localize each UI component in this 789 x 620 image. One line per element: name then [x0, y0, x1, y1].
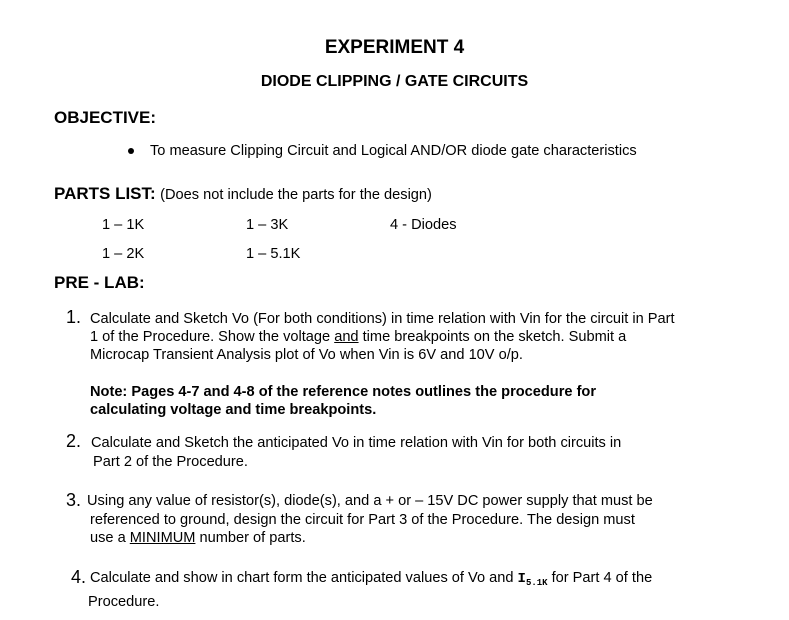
part-item: 1 – 2K: [102, 246, 145, 262]
item1-line: Microcap Transient Analysis plot of Vo when Vin is 6V and 10V o/p.: [90, 347, 523, 363]
item3-line: [90, 529, 306, 548]
item-number: 4.: [71, 567, 87, 587]
prelab-heading: PRE - LAB:: [54, 273, 145, 292]
text-run: time breakpoints on the sketch. Submit a: [358, 329, 627, 345]
item4-line: [90, 569, 652, 593]
text-run: for Part 4 of the: [547, 570, 653, 586]
underlined-text: and: [334, 329, 359, 345]
parts-list-note: (Does not include the parts for the design): [160, 187, 432, 203]
current-symbol: I: [517, 571, 526, 587]
text-run: Calculate and show in chart form the anticipated values of Vo and: [90, 570, 518, 586]
objective-bullet-text: To measure Clipping Circuit and Logical AND/OR diode gate characteristics: [150, 143, 637, 159]
item4-line: Procedure.: [88, 594, 160, 610]
item-number: 1.: [66, 307, 82, 327]
part-item: 1 – 1K: [102, 217, 145, 233]
item1-line: Calculate and Sketch Vo (For both conditions) in time relation with Vin for the circuit in Part: [90, 311, 675, 327]
current-subscript: 5.1K: [525, 578, 548, 588]
text-run: use a: [90, 530, 130, 546]
underlined-text: MINIMUM: [129, 530, 196, 546]
page-subtitle: DIODE CLIPPING / GATE CIRCUITS: [260, 73, 529, 90]
item3-line: Using any value of resistor(s), diode(s), and a + or – 15V DC power supply that must be: [87, 493, 653, 509]
item-number: 2.: [66, 431, 82, 451]
text-run: number of parts.: [195, 530, 306, 546]
part-item: 4 - Diodes: [390, 217, 457, 233]
bullet-icon: [128, 148, 134, 154]
item1-note: calculating voltage and time breakpoints.: [90, 402, 377, 418]
part-item: 1 – 3K: [246, 217, 289, 233]
part-item: 1 – 5.1K: [246, 246, 301, 262]
item2-line: Calculate and Sketch the anticipated Vo in time relation with Vin for both circuits in: [91, 435, 622, 451]
item1-line: [90, 328, 626, 347]
text-run: 1 of the Procedure. Show the voltage: [90, 329, 335, 345]
objective-heading: OBJECTIVE:: [54, 108, 157, 127]
parts-list-header: [54, 184, 432, 205]
item1-note: Note: Pages 4-7 and 4-8 of the reference notes outlines the procedure for: [90, 384, 597, 400]
parts-list-heading: PARTS LIST:: [54, 184, 156, 203]
page-title: EXPERIMENT 4: [324, 37, 465, 58]
item-number: 3.: [66, 490, 82, 510]
item3-line: referenced to ground, design the circuit for Part 3 of the Procedure. The design must: [90, 512, 635, 528]
item2-line: Part 2 of the Procedure.: [93, 454, 248, 470]
